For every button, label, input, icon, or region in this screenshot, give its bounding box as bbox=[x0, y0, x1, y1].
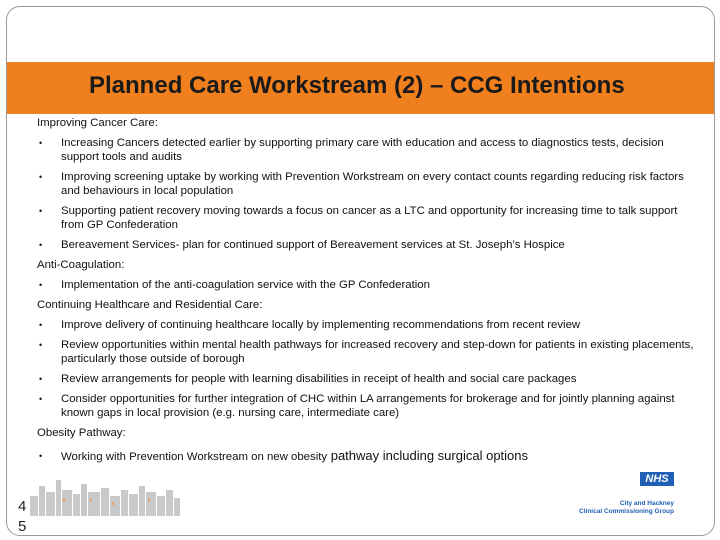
bullet-marker: • bbox=[39, 451, 43, 461]
bullet-marker: • bbox=[39, 340, 43, 350]
title-bar bbox=[7, 62, 715, 114]
bullet-marker: • bbox=[39, 138, 43, 148]
list-item: • Working with Prevention Workstream on new obesity pathway including surgical options bbox=[39, 448, 529, 463]
bullet-list-cancer bbox=[37, 136, 697, 252]
list-item: • Improving screening uptake by working with Prevention Workstream on every contact counts regarding reducing risk factors and behaviours in local population bbox=[39, 171, 684, 197]
page-number-digit: 5 bbox=[18, 518, 27, 535]
list-item: • Bereavement Services- plan for continued support of Bereavement services at St. Joseph’s Hospice bbox=[39, 239, 565, 251]
bullet-list-anticoagulation bbox=[37, 278, 697, 292]
bullet-marker: • bbox=[39, 280, 43, 290]
section-heading-obesity: Obesity Pathway: bbox=[37, 427, 126, 439]
bullet-marker: • bbox=[39, 320, 43, 330]
slide-title: Planned Care Workstream (2) – CCG Intentions bbox=[89, 72, 625, 99]
logo-line-2: Clinical Commissioning Group bbox=[579, 508, 674, 515]
list-item: • Increasing Cancers detected earlier by supporting primary care with education and access to diagnostics tests, decision support tools and audits bbox=[39, 137, 664, 163]
bullet-marker: • bbox=[39, 394, 43, 404]
bullet-marker: • bbox=[39, 206, 43, 216]
bullet-marker: • bbox=[39, 240, 43, 250]
slide-content bbox=[37, 116, 697, 470]
bullet-tail: pathway including surgical options bbox=[327, 448, 529, 463]
list-item: • Supporting patient recovery moving towards a focus on cancer as a LTC and opportunity for increasing time to talk support from GP Confederation bbox=[39, 205, 678, 231]
list-item: • Improve delivery of continuing healthcare locally by implementing recommendations from recent review bbox=[39, 319, 581, 331]
page-number-digit: 4 bbox=[18, 498, 27, 515]
list-item: • Consider opportunities for further integration of CHC within LA arrangements for brokerage and for jointly planning against known gaps in local provision (e.g. nursing care, intermediate care) bbox=[39, 393, 675, 419]
page-number bbox=[18, 497, 26, 537]
list-item: • Implementation of the anti-coagulation service with the GP Confederation bbox=[39, 279, 430, 291]
bullet-marker: • bbox=[39, 374, 43, 384]
section-heading-chc: Continuing Healthcare and Residential Care: bbox=[37, 299, 263, 311]
section-heading-anticoagulation: Anti-Coagulation: bbox=[37, 259, 125, 271]
city-skyline-image bbox=[30, 472, 180, 516]
nhs-mark: NHS bbox=[640, 472, 674, 486]
section-heading-cancer: Improving Cancer Care: bbox=[37, 117, 158, 129]
list-item: • Review opportunities within mental health pathways for increased recovery and step-down for patients in existing placements, particularly those outside of borough bbox=[39, 339, 694, 365]
bullet-list-obesity bbox=[37, 449, 697, 464]
bullet-marker: • bbox=[39, 172, 43, 182]
logo-line-1: City and Hackney bbox=[619, 500, 674, 507]
bullet-list-chc bbox=[37, 318, 697, 420]
nhs-logo bbox=[578, 470, 688, 520]
list-item: • Review arrangements for people with learning disabilities in receipt of health and social care packages bbox=[39, 373, 577, 385]
